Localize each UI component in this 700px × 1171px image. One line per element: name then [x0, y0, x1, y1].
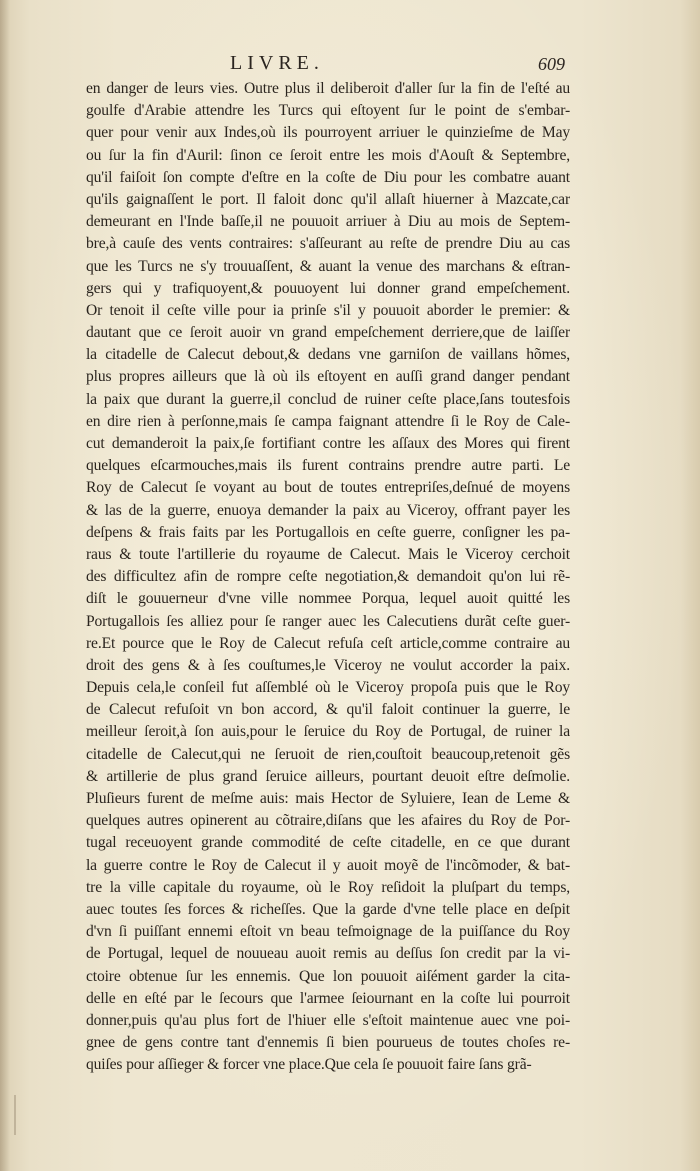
text-line: re.Et pource que le Roy de Calecut refuſa ceſt article,comme contraire au: [86, 634, 570, 652]
text-line: delle en eſté par le ſecours que l'armee ſeiournant en la coſte lui pourroit: [86, 989, 570, 1007]
text-line: ctoire obtenue ſur les ennemis. Que lon pouuoit aiſément garder la cita-: [86, 967, 570, 985]
text-line: gnee de gens contre tant d'ennemis ſi bien pourueus de toutes choſes re-: [86, 1034, 570, 1052]
margin-stain: [14, 1095, 16, 1135]
text-line: plus propres ailleurs que là où ils eſtoyent en auſſi grand danger pendant: [86, 368, 570, 386]
text-line: dautant que ce ſeroit auoir vn grand empeſchement derriere,que de laiſſer: [86, 324, 570, 342]
text-line: gers qui y trafiquoyent,& pouuoyent lui donner grand empeſchement.: [86, 279, 570, 297]
text-line: quelques eſcarmouches,mais ils furent contrains prendre autre parti. Le: [86, 457, 570, 475]
text-line: en danger de leurs vies. Outre plus il deliberoit d'aller ſur la fin de l'eſté au: [86, 80, 570, 97]
text-line: tre la ville capitale du royaume, où le Roy reſidoit la pluſpart du temps,: [86, 878, 570, 896]
text-line: quer pour venir aux Indes,où ils pourroyent arriuer le quinzieſme de May: [86, 124, 570, 142]
text-line: auec toutes ſes forces & richeſſes. Que la garde d'vne telle place en deſpit: [86, 900, 570, 918]
text-line: que les Turcs ne s'y trouuaſſent, & auant la venue des marchans & eſtran-: [86, 257, 570, 275]
text-line: meilleur ſeroit,à ſon auis,pour le ſeruice du Roy de Portugal, de ruiner la: [86, 723, 570, 741]
text-line: de Calecut refuſoit vn bon accord, & qu'il faloit continuer la guerre, le: [86, 701, 570, 719]
text-line: la guerre contre le Roy de Calecut il y auoit moyẽ de l'incõmoder, & bat-: [86, 856, 570, 874]
body-text: [86, 78, 570, 1076]
text-line: quiſes pour aſſieger & forcer vne place.Que cela ſe pouuoit faire ſans grã-: [86, 1056, 532, 1074]
text-line: cut demanderoit la paix,ſe fortifiant contre les aſſaux des Mores qui firent: [86, 435, 570, 452]
text-line: la paix que durant la guerre,il conclud de ruiner ceſte place,ſans toutesfois: [86, 390, 570, 408]
text-line: droit des gens & à ſes couſtumes,le Viceroy ne voulut accorder la paix.: [86, 656, 570, 674]
text-line: ou ſur la fin d'Auril: ſinon ce ſeroit entre les mois d'Aouſt & Septembre,: [86, 146, 570, 164]
text-line: de Portugal, lequel de nouueau auoit remis au deſſus ſon credit par la vi-: [86, 945, 570, 963]
running-head: [0, 52, 700, 76]
page-gutter-shadow: [0, 0, 10, 1171]
text-line: qu'il faiſoit ſon compte d'eſtre en la coſte de Diu pour les combatre auant: [86, 168, 570, 186]
page-number: 609: [538, 54, 565, 74]
text-line: qu'ils gaignaſſent le port. Il faloit donc qu'il allaſt hiuerner à Mazcate,car: [86, 190, 570, 208]
text-line: & las de la guerre, enuoya demander la paix au Viceroy, offrant payer les: [86, 501, 570, 519]
text-line: Or tenoit il ceſte ville pour ia prinſe s'il y pouuoit aborder le premier: &: [86, 301, 570, 319]
text-line: goulfe d'Arabie attendre les Turcs qui eſtoyent ſur le point de s'embar-: [86, 102, 570, 120]
text-line: citadelle de Calecut,qui ne ſeruoit de rien,couſtoit beaucoup,retenoit gẽs: [86, 745, 570, 763]
text-line: donner,puis qu'au plus fort de l'hiuer elle s'eſtoit maintenue auec vne poi-: [86, 1011, 570, 1029]
text-line: Portugallois ſes alliez pour ſe ranger auec les Calecutiens durãt ceſte guer-: [86, 612, 570, 630]
text-line: bre,à cauſe des vents contraires: s'aſſeurant au reſte de prendre Diu au cas: [86, 235, 570, 253]
text-line: quelques autres opinerent au cõtraire,diſans que les afaires du Roy de Por-: [86, 812, 570, 830]
text-line: tugal receuoyent grande commodité de ceſte citadelle, en ce que durant: [86, 834, 570, 852]
text-line: diſt le gouuerneur d'vne ville nommee Porqua, lequel auoit quitté les: [86, 590, 570, 608]
text-line: la citadelle de Calecut debout,& dedans vne garniſon de vaillans hõmes,: [86, 346, 570, 364]
text-line: Pluſieurs furent de meſme auis: mais Hector de Syluiere, Iean de Leme &: [86, 790, 570, 807]
running-head-title: LIVRE.: [230, 52, 324, 74]
text-line: raus & toute l'artillerie du royaume de Calecut. Mais le Viceroy cerchoit: [86, 545, 570, 563]
text-line: des difficultez afin de rompre ceſte negotiation,& demandoit qu'on lui rẽ-: [86, 568, 570, 586]
text-line: & artillerie de plus grand ſeruice ailleurs, pourtant deuoit eſtre deſmolie.: [86, 767, 570, 785]
text-line: Roy de Calecut ſe voyant au bout de toutes entrepriſes,deſnué de moyens: [86, 479, 570, 497]
text-line: Depuis cela,le conſeil fut aſſemblé où le Viceroy propoſa puis que le Roy: [86, 679, 570, 697]
text-line: deſpens & frais faits par les Portugallois en ceſte guerre, conſigner les pa-: [86, 523, 570, 541]
text-line: en dire rien à perſonne,mais ſe campa faignant attendre ſi le Roy de Cale-: [86, 412, 570, 430]
text-line: demeurant en l'Inde baſſe,il ne pouuoit arriuer à Diu au mois de Septem-: [86, 213, 570, 231]
text-line: d'vn ſi puiſſant ennemi eſtoit vn beau teſmoignage de la puiſſance du Roy: [86, 923, 570, 941]
